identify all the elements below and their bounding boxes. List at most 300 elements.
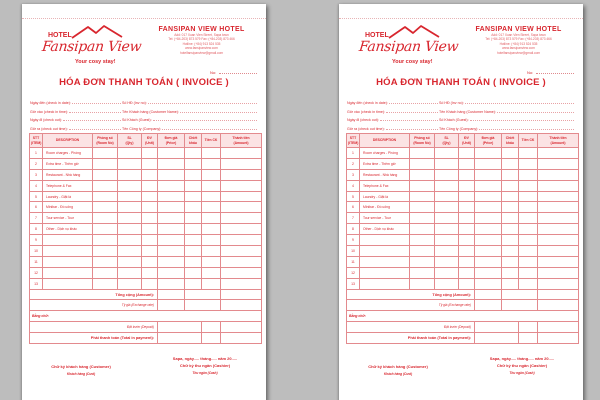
table-cell[interactable] <box>142 224 158 235</box>
field-input-blank[interactable] <box>69 129 121 130</box>
table-cell[interactable] <box>459 256 475 267</box>
field-input-blank[interactable] <box>386 112 438 113</box>
table-row <box>30 191 262 202</box>
table-row <box>347 224 579 235</box>
column-header-line2: khấu <box>189 140 197 145</box>
table-cell[interactable] <box>538 213 579 224</box>
column-header-line1: Thành tiền <box>549 136 567 141</box>
invoice-number-blank <box>536 73 574 74</box>
table-cell[interactable] <box>459 278 475 289</box>
column-header <box>202 134 221 148</box>
table-cell[interactable] <box>502 158 519 169</box>
table-cell[interactable] <box>519 256 538 267</box>
table-cell[interactable] <box>93 246 118 257</box>
customer-signature-block <box>353 364 443 376</box>
table-cell[interactable] <box>158 191 185 202</box>
item-description: Tour service - Tour <box>360 213 410 224</box>
table-cell[interactable] <box>202 148 221 159</box>
table-cell[interactable] <box>202 191 221 202</box>
cashier-signature-sub: Thu ngân (Cash) <box>192 371 218 375</box>
table-cell[interactable] <box>475 191 502 202</box>
payment-cell <box>158 333 202 344</box>
table-cell[interactable] <box>519 202 538 213</box>
table-cell[interactable] <box>435 246 459 257</box>
table-cell[interactable] <box>142 235 158 246</box>
table-cell[interactable] <box>410 191 435 202</box>
table-cell[interactable] <box>221 191 262 202</box>
table-cell[interactable] <box>118 202 142 213</box>
field-input-blank[interactable] <box>69 112 121 113</box>
table-row <box>347 267 579 278</box>
table-cell[interactable] <box>202 169 221 180</box>
table-cell[interactable] <box>221 202 262 213</box>
mountain-logo-icon <box>70 24 130 40</box>
table-cell[interactable] <box>459 169 475 180</box>
column-header <box>519 134 538 148</box>
table-cell[interactable] <box>118 235 142 246</box>
total-cell <box>475 289 502 300</box>
table-cell[interactable] <box>538 267 579 278</box>
table-cell[interactable] <box>502 202 519 213</box>
table-cell[interactable] <box>538 246 579 257</box>
field-label: Ngày đến (check in date): <box>347 101 388 106</box>
table-cell[interactable] <box>538 224 579 235</box>
table-cell[interactable] <box>459 246 475 257</box>
table-row <box>347 158 579 169</box>
cashier-signature-label: Chữ ký thu ngân (Cashier) <box>179 363 231 368</box>
table-cell[interactable] <box>142 169 158 180</box>
table-cell[interactable] <box>142 180 158 191</box>
perforation-line <box>339 18 583 19</box>
table-cell[interactable] <box>185 158 202 169</box>
deposit-row <box>30 322 262 333</box>
item-number: 9 <box>347 235 360 246</box>
table-cell[interactable] <box>158 267 185 278</box>
table-cell[interactable] <box>202 158 221 169</box>
invoice-number-field <box>210 70 257 75</box>
invoice-number-field <box>527 70 574 75</box>
table-cell[interactable] <box>185 148 202 159</box>
table-cell[interactable] <box>519 169 538 180</box>
table-cell[interactable] <box>459 180 475 191</box>
deposit-row <box>347 322 579 333</box>
field-input-blank[interactable] <box>470 120 574 121</box>
table-cell[interactable] <box>142 158 158 169</box>
cashier-signature-label: Chữ ký thu ngân (Cashier) <box>496 363 548 368</box>
table-cell[interactable] <box>519 180 538 191</box>
column-header <box>118 134 142 148</box>
table-cell[interactable] <box>435 180 459 191</box>
exchange-cell <box>502 300 538 311</box>
item-number: 11 <box>347 256 360 267</box>
table-cell[interactable] <box>459 191 475 202</box>
total-amount-value <box>221 289 262 300</box>
table-cell[interactable] <box>185 169 202 180</box>
guest-info-row <box>347 97 575 105</box>
table-cell[interactable] <box>185 267 202 278</box>
table-cell[interactable] <box>221 213 262 224</box>
field-input-blank[interactable] <box>497 112 574 113</box>
table-cell[interactable] <box>519 213 538 224</box>
table-cell[interactable] <box>93 148 118 159</box>
table-cell[interactable] <box>435 235 459 246</box>
table-cell[interactable] <box>435 169 459 180</box>
table-row <box>30 180 262 191</box>
table-cell[interactable] <box>118 224 142 235</box>
table-cell[interactable] <box>435 278 459 289</box>
table-cell[interactable] <box>410 235 435 246</box>
table-cell[interactable] <box>459 235 475 246</box>
table-cell[interactable] <box>185 246 202 257</box>
table-cell[interactable] <box>142 191 158 202</box>
column-header-line1: Đơn giá <box>164 136 178 141</box>
item-number: 8 <box>347 224 360 235</box>
table-cell[interactable] <box>158 180 185 191</box>
table-cell[interactable] <box>118 246 142 257</box>
column-header-line1: Chiết <box>505 136 515 141</box>
table-cell[interactable] <box>538 278 579 289</box>
table-cell[interactable] <box>158 235 185 246</box>
field-input-blank[interactable] <box>72 103 121 104</box>
column-header-line2: (ITEM) <box>31 140 42 145</box>
table-cell[interactable] <box>202 278 221 289</box>
column-header <box>30 134 43 148</box>
table-cell[interactable] <box>459 213 475 224</box>
table-cell[interactable] <box>202 246 221 257</box>
item-description: Other - Dịch vụ khác <box>360 224 410 235</box>
table-cell[interactable] <box>202 224 221 235</box>
table-cell[interactable] <box>221 235 262 246</box>
table-cell[interactable] <box>435 202 459 213</box>
table-cell[interactable] <box>475 169 502 180</box>
table-cell[interactable] <box>185 256 202 267</box>
table-cell[interactable] <box>475 256 502 267</box>
item-number: 1 <box>347 148 360 159</box>
table-cell[interactable] <box>410 169 435 180</box>
item-number: 9 <box>30 235 43 246</box>
table-cell[interactable] <box>93 224 118 235</box>
field-label: Giờ ra (check out time): <box>30 126 68 131</box>
table-cell[interactable] <box>158 213 185 224</box>
table-cell[interactable] <box>185 235 202 246</box>
table-cell[interactable] <box>502 169 519 180</box>
item-description: Laundry - Giặt là <box>43 191 93 202</box>
table-cell[interactable] <box>435 191 459 202</box>
item-number: 4 <box>347 180 360 191</box>
table-cell[interactable] <box>221 267 262 278</box>
table-cell[interactable] <box>475 202 502 213</box>
table-cell[interactable] <box>475 278 502 289</box>
table-cell[interactable] <box>221 256 262 267</box>
item-description <box>43 267 93 278</box>
customer-signature-sub: Khách hàng (Cust) <box>66 372 96 376</box>
table-cell[interactable] <box>118 180 142 191</box>
table-cell[interactable] <box>118 148 142 159</box>
column-header-line2: (Room No) <box>413 140 431 145</box>
table-cell[interactable] <box>118 169 142 180</box>
total-payment-row <box>30 333 262 344</box>
column-header-line1: ĐV <box>147 136 152 141</box>
table-cell[interactable] <box>502 256 519 267</box>
table-cell[interactable] <box>158 158 185 169</box>
table-cell[interactable] <box>142 267 158 278</box>
table-cell[interactable] <box>475 180 502 191</box>
table-cell[interactable] <box>221 169 262 180</box>
table-cell[interactable] <box>221 246 262 257</box>
column-header-line1: Đơn giá <box>481 136 495 141</box>
table-cell[interactable] <box>118 213 142 224</box>
table-cell[interactable] <box>435 213 459 224</box>
table-cell[interactable] <box>185 191 202 202</box>
total-payment-label: Phải thanh toán (Total in payment): <box>30 333 158 344</box>
item-number: 13 <box>347 278 360 289</box>
table-cell[interactable] <box>202 180 221 191</box>
table-cell[interactable] <box>435 267 459 278</box>
total-payment-value <box>538 333 579 344</box>
payment-cell <box>519 333 538 344</box>
table-cell[interactable] <box>538 202 579 213</box>
table-cell[interactable] <box>410 202 435 213</box>
table-cell[interactable] <box>221 180 262 191</box>
table-cell[interactable] <box>93 158 118 169</box>
table-cell[interactable] <box>221 148 262 159</box>
hotel-logo <box>359 24 464 69</box>
table-cell[interactable] <box>410 180 435 191</box>
table-cell[interactable] <box>410 158 435 169</box>
table-cell[interactable] <box>142 148 158 159</box>
table-cell[interactable] <box>502 235 519 246</box>
table-cell[interactable] <box>475 235 502 246</box>
field-input-blank[interactable] <box>148 103 257 104</box>
table-cell[interactable] <box>519 278 538 289</box>
deposit-cell <box>158 322 202 333</box>
guest-info-fields <box>30 97 258 131</box>
column-header-line2: (Amount) <box>233 140 249 145</box>
table-cell[interactable] <box>502 180 519 191</box>
table-cell[interactable] <box>502 191 519 202</box>
table-cell[interactable] <box>459 267 475 278</box>
column-header <box>475 134 502 148</box>
table-cell[interactable] <box>185 180 202 191</box>
table-cell[interactable] <box>519 191 538 202</box>
table-row <box>347 148 579 159</box>
guest-info-row <box>30 105 258 113</box>
table-cell[interactable] <box>93 256 118 267</box>
table-cell[interactable] <box>538 191 579 202</box>
field-input-blank[interactable] <box>153 120 257 121</box>
table-cell[interactable] <box>158 202 185 213</box>
field-input-blank[interactable] <box>162 129 257 130</box>
table-cell[interactable] <box>118 278 142 289</box>
deposit-cell <box>519 322 538 333</box>
column-header-line2: (Unit) <box>145 140 154 145</box>
table-cell[interactable] <box>519 148 538 159</box>
table-cell[interactable] <box>158 278 185 289</box>
item-description: Minibar - Đồ uống <box>360 202 410 213</box>
table-cell[interactable] <box>502 246 519 257</box>
logo-brand-name: Fansipan View <box>358 39 460 55</box>
table-cell[interactable] <box>202 235 221 246</box>
table-cell[interactable] <box>538 235 579 246</box>
item-description: Extra time - Thêm giờ <box>360 158 410 169</box>
table-cell[interactable] <box>158 148 185 159</box>
deposit-label: Đặt trước (Deposit) <box>30 322 158 333</box>
table-row <box>347 213 579 224</box>
table-cell[interactable] <box>118 158 142 169</box>
exchange-cell <box>185 300 221 311</box>
table-cell[interactable] <box>410 267 435 278</box>
table-cell[interactable] <box>142 246 158 257</box>
table-cell[interactable] <box>202 213 221 224</box>
table-cell[interactable] <box>435 256 459 267</box>
table-cell[interactable] <box>158 169 185 180</box>
table-cell[interactable] <box>519 246 538 257</box>
table-cell[interactable] <box>93 235 118 246</box>
field-input-blank[interactable] <box>63 120 121 121</box>
item-number: 10 <box>30 246 43 257</box>
column-header-line2: (Price) <box>165 140 177 145</box>
table-cell[interactable] <box>410 148 435 159</box>
column-header-line2: (Price) <box>482 140 494 145</box>
table-cell[interactable] <box>475 267 502 278</box>
table-cell[interactable] <box>142 278 158 289</box>
item-number: 1 <box>30 148 43 159</box>
table-cell[interactable] <box>93 191 118 202</box>
table-cell[interactable] <box>158 224 185 235</box>
table-cell[interactable] <box>459 202 475 213</box>
table-cell[interactable] <box>435 224 459 235</box>
table-cell[interactable] <box>502 213 519 224</box>
table-cell[interactable] <box>410 246 435 257</box>
field-input-blank[interactable] <box>389 103 438 104</box>
table-cell[interactable] <box>519 224 538 235</box>
table-cell[interactable] <box>502 224 519 235</box>
guest-info-row <box>347 114 575 122</box>
table-cell[interactable] <box>118 191 142 202</box>
table-cell[interactable] <box>185 213 202 224</box>
item-description: Minibar - Đồ uống <box>43 202 93 213</box>
table-row <box>30 202 262 213</box>
table-cell[interactable] <box>202 267 221 278</box>
column-header-line1: STT <box>32 136 40 141</box>
field-input-blank[interactable] <box>465 103 574 104</box>
column-header-line1: DESCRIPTION <box>372 138 397 143</box>
field-label: Tên Khách hàng (Customer Name): <box>439 109 496 114</box>
column-header-line1: DESCRIPTION <box>55 138 80 143</box>
table-cell[interactable] <box>538 158 579 169</box>
field-input-blank[interactable] <box>180 112 257 113</box>
table-cell[interactable] <box>502 148 519 159</box>
guest-info-row <box>30 122 258 130</box>
table-cell[interactable] <box>142 202 158 213</box>
item-number: 3 <box>347 169 360 180</box>
table-row <box>30 148 262 159</box>
column-header <box>142 134 158 148</box>
table-cell[interactable] <box>185 202 202 213</box>
table-cell[interactable] <box>142 213 158 224</box>
table-cell[interactable] <box>158 256 185 267</box>
table-cell[interactable] <box>519 158 538 169</box>
item-description <box>360 256 410 267</box>
column-header <box>538 134 579 148</box>
exchange-rate-label: Tỷ giá (Exchange rate) <box>30 300 158 311</box>
table-cell[interactable] <box>410 278 435 289</box>
total-payment-row <box>347 333 579 344</box>
table-cell[interactable] <box>142 256 158 267</box>
table-cell[interactable] <box>435 148 459 159</box>
customer-signature-block <box>36 364 126 376</box>
table-cell[interactable] <box>185 224 202 235</box>
table-cell[interactable] <box>475 246 502 257</box>
column-header-line1: Thành tiền <box>232 136 250 141</box>
table-cell[interactable] <box>221 224 262 235</box>
table-cell[interactable] <box>410 213 435 224</box>
table-cell[interactable] <box>185 278 202 289</box>
table-cell[interactable] <box>538 256 579 267</box>
deposit-cell <box>475 322 519 333</box>
table-row <box>30 256 262 267</box>
table-cell[interactable] <box>93 202 118 213</box>
table-cell[interactable] <box>459 224 475 235</box>
item-description <box>43 256 93 267</box>
table-cell[interactable] <box>435 158 459 169</box>
table-cell[interactable] <box>459 148 475 159</box>
table-cell[interactable] <box>459 158 475 169</box>
table-cell[interactable] <box>221 278 262 289</box>
table-cell[interactable] <box>538 180 579 191</box>
table-cell[interactable] <box>118 256 142 267</box>
table-cell[interactable] <box>475 224 502 235</box>
total-amount-label: Tổng cộng (Amount): <box>347 289 475 300</box>
table-cell[interactable] <box>118 267 142 278</box>
field-label: Ngày đến (check in date): <box>30 101 71 106</box>
table-cell[interactable] <box>93 180 118 191</box>
table-cell[interactable] <box>519 235 538 246</box>
table-cell[interactable] <box>410 224 435 235</box>
table-cell[interactable] <box>202 256 221 267</box>
field-input-blank[interactable] <box>380 120 438 121</box>
table-row <box>30 267 262 278</box>
item-description <box>360 246 410 257</box>
table-cell[interactable] <box>93 267 118 278</box>
table-cell[interactable] <box>475 148 502 159</box>
table-cell[interactable] <box>519 267 538 278</box>
field-label: Số Khách (Guest): <box>439 118 469 123</box>
table-cell[interactable] <box>538 169 579 180</box>
table-row <box>30 213 262 224</box>
item-number: 2 <box>30 158 43 169</box>
table-cell[interactable] <box>221 158 262 169</box>
field-input-blank[interactable] <box>386 129 438 130</box>
table-row <box>30 224 262 235</box>
item-description: Extra time - Thêm giờ <box>43 158 93 169</box>
table-cell[interactable] <box>502 278 519 289</box>
charges-table <box>29 133 262 344</box>
item-number: 4 <box>30 180 43 191</box>
table-cell[interactable] <box>538 148 579 159</box>
table-cell[interactable] <box>158 246 185 257</box>
table-cell[interactable] <box>475 158 502 169</box>
item-description: Tour service - Tour <box>43 213 93 224</box>
table-cell[interactable] <box>475 213 502 224</box>
table-cell[interactable] <box>93 278 118 289</box>
table-cell[interactable] <box>202 202 221 213</box>
table-cell[interactable] <box>410 256 435 267</box>
table-cell[interactable] <box>93 169 118 180</box>
table-cell[interactable] <box>502 267 519 278</box>
field-input-blank[interactable] <box>479 129 574 130</box>
table-cell[interactable] <box>93 213 118 224</box>
